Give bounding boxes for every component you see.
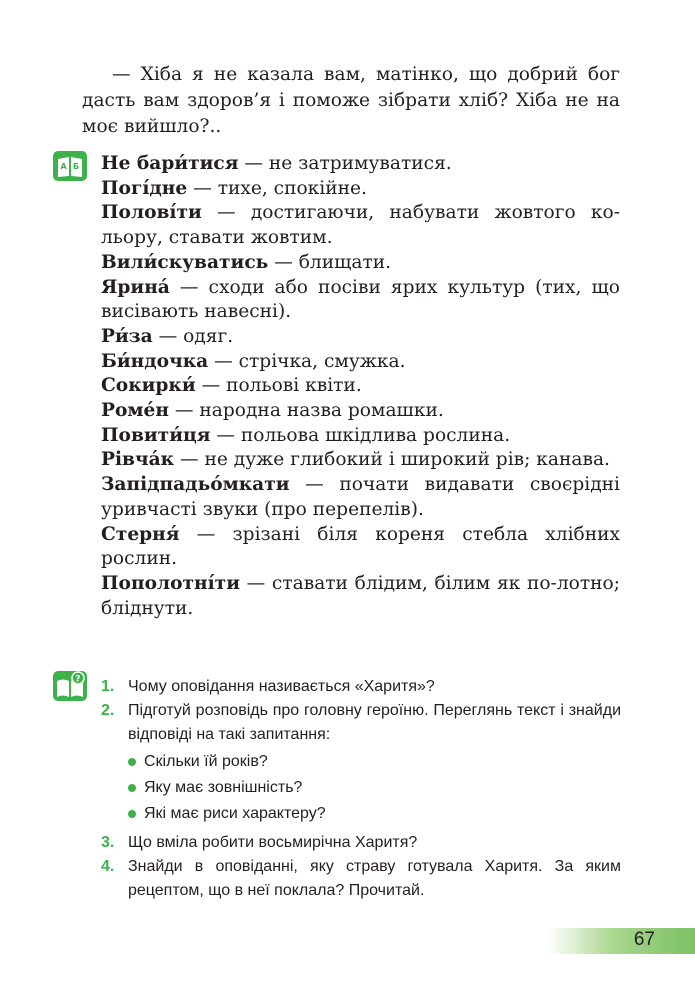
glossary-entry bbox=[101, 399, 620, 424]
question-number: 1. bbox=[101, 678, 115, 695]
glossary-definition: — блищати. bbox=[274, 251, 392, 273]
glossary-definition: — польові квіти. bbox=[201, 375, 362, 397]
glossary-definition: — ставати блідим, білим як по-лотно; бліднути. bbox=[101, 572, 620, 619]
glossary-entry bbox=[101, 448, 620, 473]
question-text: Знайди в оповіданні, яку страву готувала Харитя. За яким рецептом, що в неї поклала? Прочитай. bbox=[128, 858, 621, 899]
glossary-entry bbox=[101, 473, 620, 522]
glossary-term: Погі́дне bbox=[101, 177, 188, 199]
svg-text:А: А bbox=[60, 162, 67, 171]
glossary-term: Ри́за bbox=[101, 325, 153, 347]
page-number: 67 bbox=[633, 929, 655, 950]
question-item bbox=[101, 831, 621, 855]
glossary bbox=[101, 152, 620, 621]
question-item bbox=[101, 675, 621, 699]
glossary-entry bbox=[101, 350, 620, 375]
glossary-entry bbox=[101, 201, 620, 250]
glossary-entry bbox=[101, 177, 620, 202]
glossary-term: Рівча́к bbox=[101, 449, 175, 471]
sub-question-text: Яку має зовнішність? bbox=[144, 779, 303, 796]
dictionary-book-icon bbox=[52, 150, 88, 182]
glossary-definition: — не затримуватися. bbox=[244, 153, 452, 174]
glossary-definition: — не дуже глибокий і широкий рів; канава. bbox=[179, 449, 610, 471]
glossary-term: Сокирки́ bbox=[101, 375, 196, 397]
question-number: 4. bbox=[101, 858, 115, 875]
glossary-definition: — достигаючи, набувати жовтого ко-льору, ставати жовтим. bbox=[101, 202, 620, 249]
glossary-definition: — почати видавати своєрідні уривчасті звуки (про перепелів). bbox=[101, 474, 620, 520]
svg-text:Б: Б bbox=[73, 162, 80, 171]
glossary-entry bbox=[101, 276, 620, 325]
glossary-entry bbox=[101, 251, 620, 276]
sub-question-text: Які має риси характеру? bbox=[144, 805, 326, 822]
glossary-definition: — тихе, спокійне. bbox=[193, 177, 367, 199]
glossary-definition: — народна назва ромашки. bbox=[174, 400, 444, 422]
glossary-term: Не бари́тися bbox=[101, 153, 239, 174]
sub-question-item bbox=[101, 801, 621, 827]
question-text: Що вміла робити восьмирічна Харитя? bbox=[128, 834, 418, 851]
glossary-definition: — стрічка, смужка. bbox=[214, 350, 406, 372]
glossary-entry bbox=[101, 374, 620, 399]
glossary-term: Повити́ця bbox=[101, 424, 211, 446]
glossary-entry bbox=[101, 572, 620, 621]
glossary-entry bbox=[101, 325, 620, 350]
glossary-term: Роме́н bbox=[101, 400, 169, 422]
bullet-dot-icon bbox=[128, 758, 136, 766]
glossary-term: Пополотні́ти bbox=[101, 572, 240, 594]
glossary-entry bbox=[101, 424, 620, 449]
glossary-definition: — сходи або посіви ярих культур (тих, що висівають навесні). bbox=[101, 276, 620, 323]
glossary-entry bbox=[101, 152, 620, 177]
svg-text:?: ? bbox=[75, 674, 81, 685]
quote-paragraph bbox=[82, 62, 620, 140]
question-item bbox=[101, 699, 621, 747]
question-number: 3. bbox=[101, 834, 115, 851]
glossary-term: Вили́скуватись bbox=[101, 251, 269, 273]
glossary-entry bbox=[101, 523, 620, 572]
sub-question-text: Скільки їй років? bbox=[144, 753, 268, 770]
question-text: Чому оповідання називається «Харитя»? bbox=[128, 678, 435, 695]
glossary-definition: — зрізані біля кореня стебла хлібних рослин. bbox=[101, 523, 620, 570]
question-text: Підготуй розповідь про головну героїню. Переглянь текст і знайди відповіді на такі запитання: bbox=[128, 702, 621, 743]
glossary-term: Ярина́ bbox=[101, 276, 170, 298]
sub-question-item bbox=[101, 749, 621, 775]
question-book-icon bbox=[52, 670, 88, 702]
glossary-definition: — одяг. bbox=[158, 325, 234, 347]
glossary-term: Стерня́ bbox=[101, 523, 180, 545]
page-number-band bbox=[548, 928, 695, 954]
questions-list bbox=[101, 675, 621, 903]
sub-questions bbox=[101, 749, 621, 827]
glossary-term: Запідпадьо́мкати bbox=[101, 474, 290, 496]
sub-question-item bbox=[101, 775, 621, 801]
glossary-definition: — польова шкідлива рослина. bbox=[216, 424, 511, 446]
question-item bbox=[101, 855, 621, 903]
glossary-term: Би́ндочка bbox=[101, 350, 209, 372]
bullet-dot-icon bbox=[128, 810, 136, 818]
bullet-dot-icon bbox=[128, 784, 136, 792]
quote-text: — Хіба я не казала вам, матінко, що добрий бог дасть вам здоров’я і поможе зібрати хліб? Хіба не на моє вийшло?.. bbox=[82, 64, 620, 137]
question-number: 2. bbox=[101, 702, 115, 719]
glossary-term: Полові́ти bbox=[101, 202, 202, 224]
